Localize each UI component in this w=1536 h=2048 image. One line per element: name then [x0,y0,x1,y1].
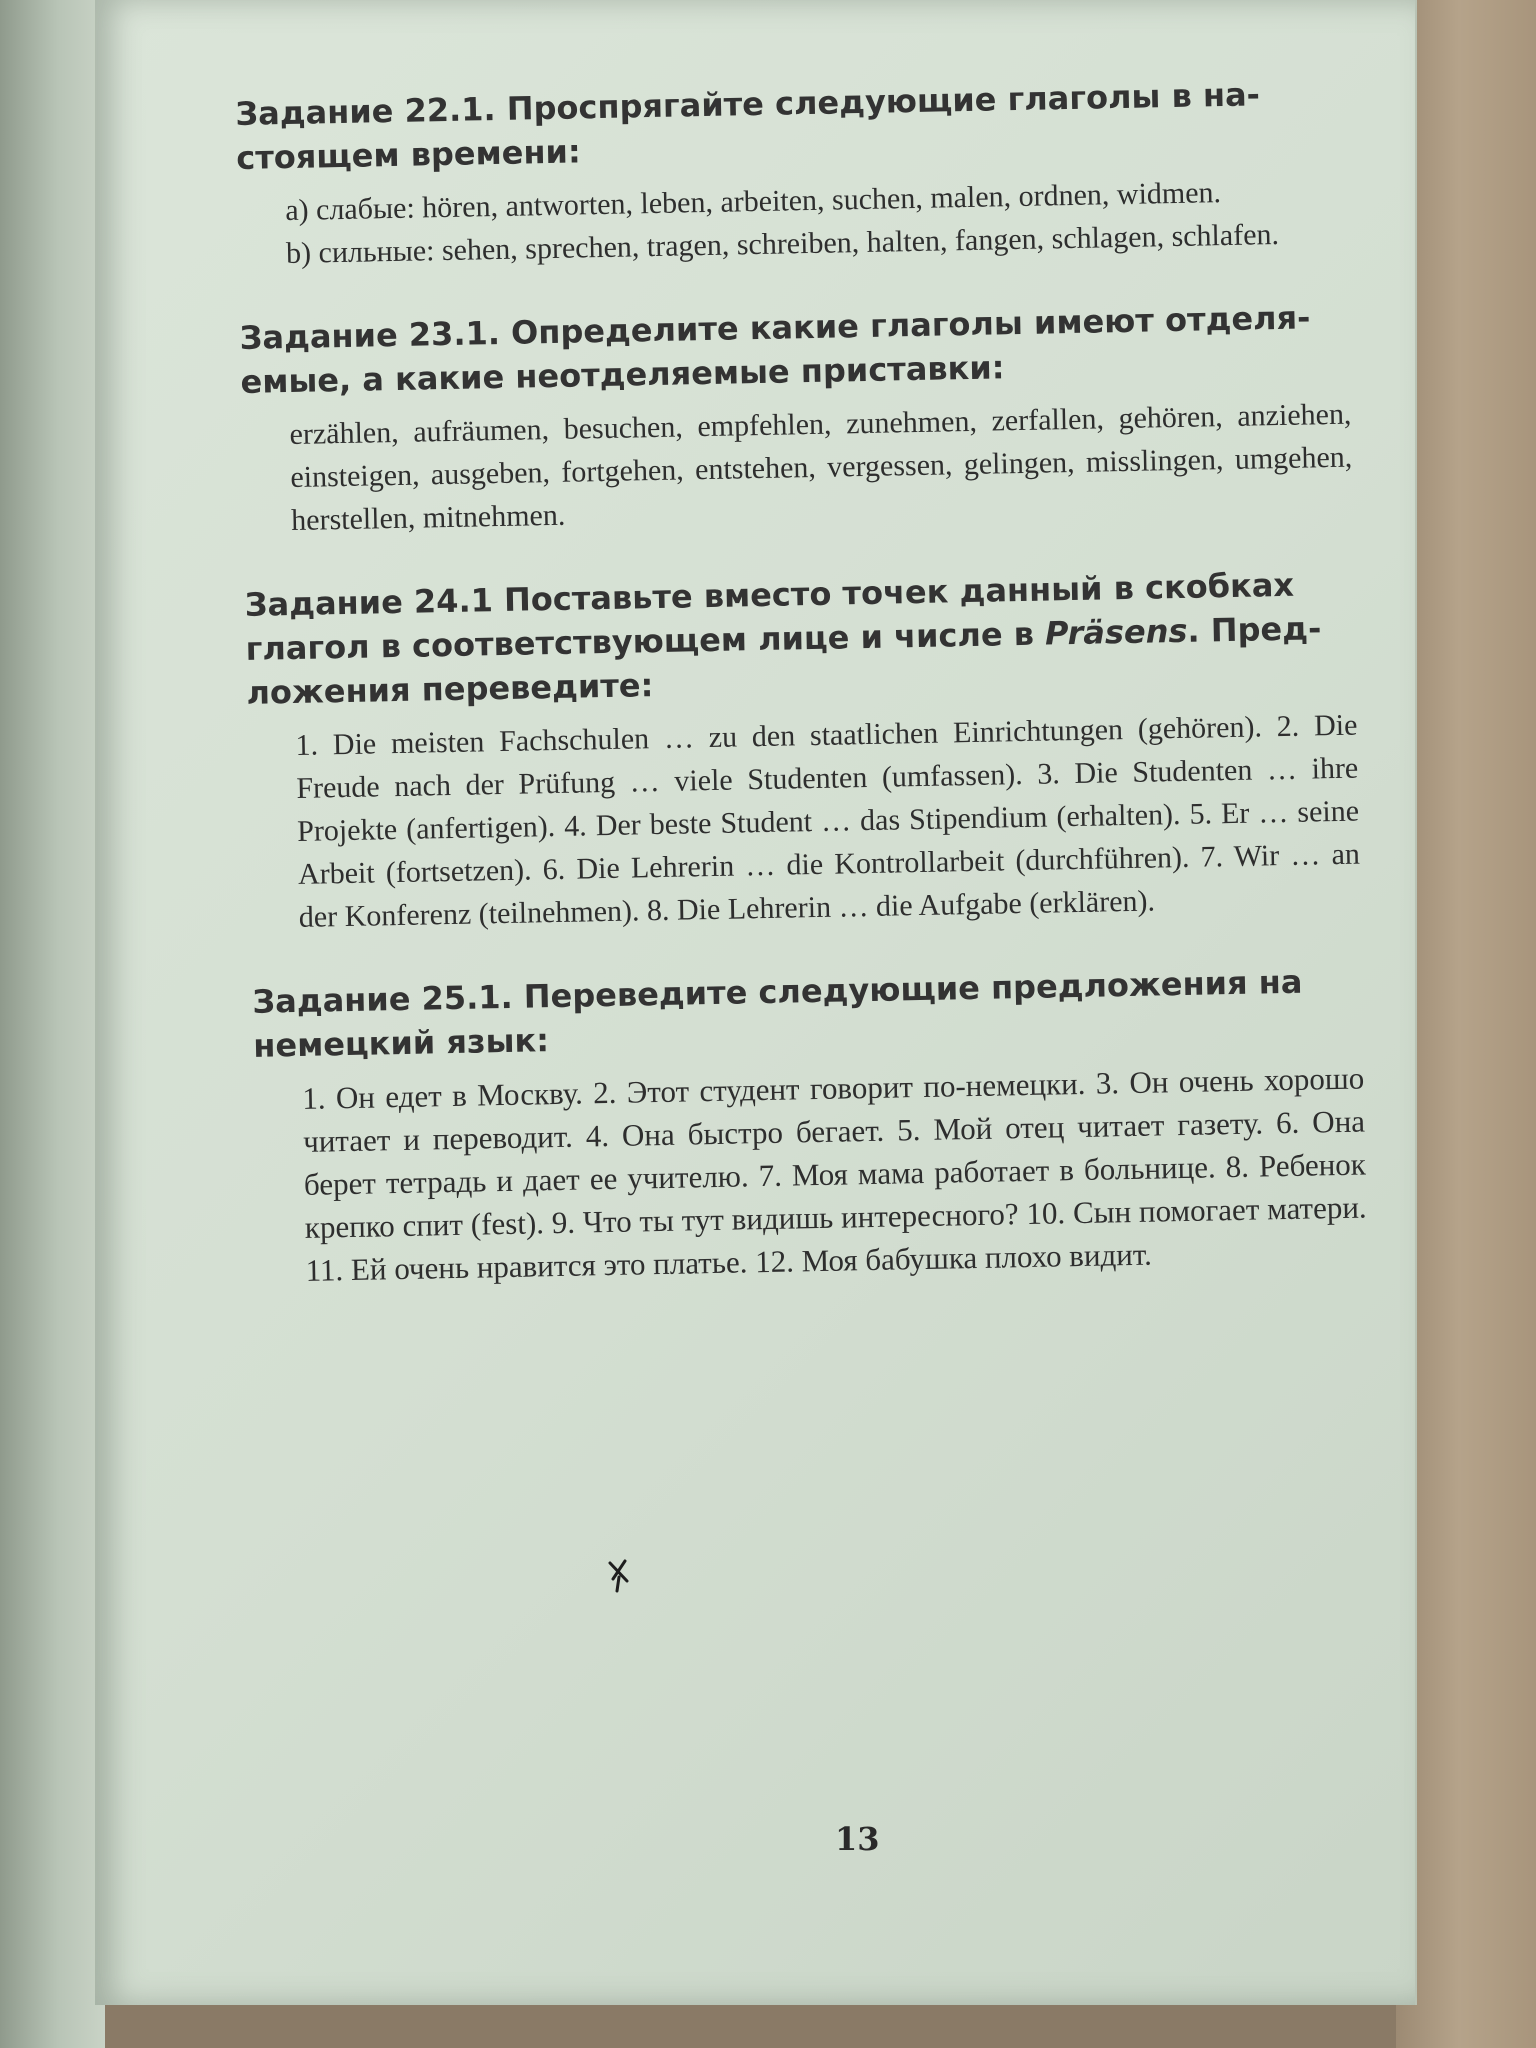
task-title-line: емые, а какие неотделяемые приставки: [240,348,1005,401]
task-body [254,1057,1368,1293]
exercise-sentences: 1. Он едет в Москву. 2. Этот студент говорит по-немецки. 3. Он очень хорошо читает и переводит. 4. Она быстро бегает. 5. Мой отец читает газету. 6. Она берет тетрадь и дает ее учителю. 7. Моя мама работает в больнице. 8. Ребенок крепко спит (fest). 9. Что ты тут видишь интересного? 10. Сын помогает матери. 11. Ей очень нравится это платье. 12. Моя бабушка плохо видит. [301,1060,1367,1288]
task-title-line: стоящем времени: [235,132,582,177]
book-spine [0,0,105,2048]
table-surface [1396,0,1536,2048]
page-content [235,71,1369,1333]
task-title [252,959,1363,1068]
book-page [95,0,1417,2005]
task-body [247,704,1361,940]
pen-mark-icon [605,1555,635,1595]
task-title [235,71,1346,180]
task-body [241,393,1353,543]
task-title-line: Задание 23.1. Определите какие глаголы имеют отделя- [239,298,1311,357]
task-title [244,562,1356,715]
task-22-1 [235,71,1348,276]
task-title-line-part: глагол в соответствующем лице и числе в [245,614,1046,668]
exercise-sentences: 1. Die meisten Fachschulen … zu den staatlichen Einrichtungen (gehören). 2. Die Freude nach der Prüfung … viele Studenten (umfassen). 3. Die Studenten … ihre Projekte (anfertigen). 4. Der beste Student … das Stipendium (erhalten). 5. Er … seine Arbeit (fortsetzen). 6. Die Lehrerin … die Kontrollarbeit (durchführen). 7. Wir … an der Konferenz (teilnehmen). 8. Die Lehrerin … die Aufgabe (erklären). [295,708,1361,934]
task-item-strong-verbs: b) сильные: sehen, sprechen, tragen, schreiben, halten, fangen, schlagen, schlafen. [285,217,1280,271]
task-title-line-part: . Пред- [1187,609,1322,650]
task-title-line: Задание 25.1. Переведите следующие предложения на [252,962,1303,1021]
task-24-1 [244,562,1361,940]
task-title-italic-term: Präsens [1044,611,1188,653]
task-23-1 [239,295,1353,543]
task-title [239,295,1350,404]
verb-list: erzählen, aufräumen, besuchen, empfehlen, zunehmen, zerfallen, gehören, anziehen, einsteigen, ausgeben, fortgehen, entstehen, vergessen, gelingen, misslingen, umgehen, herstellen, mitnehmen. [289,397,1353,537]
task-title-line: Задание 24.1 Поставьте вместо точек данный в скобках [244,565,1295,624]
task-25-1 [252,959,1368,1293]
task-title-line: ложения переведите: [246,666,654,712]
page-number: 13 [835,1820,880,1858]
task-title-line: немецкий язык: [252,1021,550,1065]
task-body [237,169,1348,276]
task-title-line: Задание 22.1. Проспрягайте следующие глаголы в на- [235,75,1261,133]
task-item-weak-verbs: a) слабые: hören, antworten, leben, arbeiten, suchen, malen, ordnen, widmen. [284,176,1222,228]
